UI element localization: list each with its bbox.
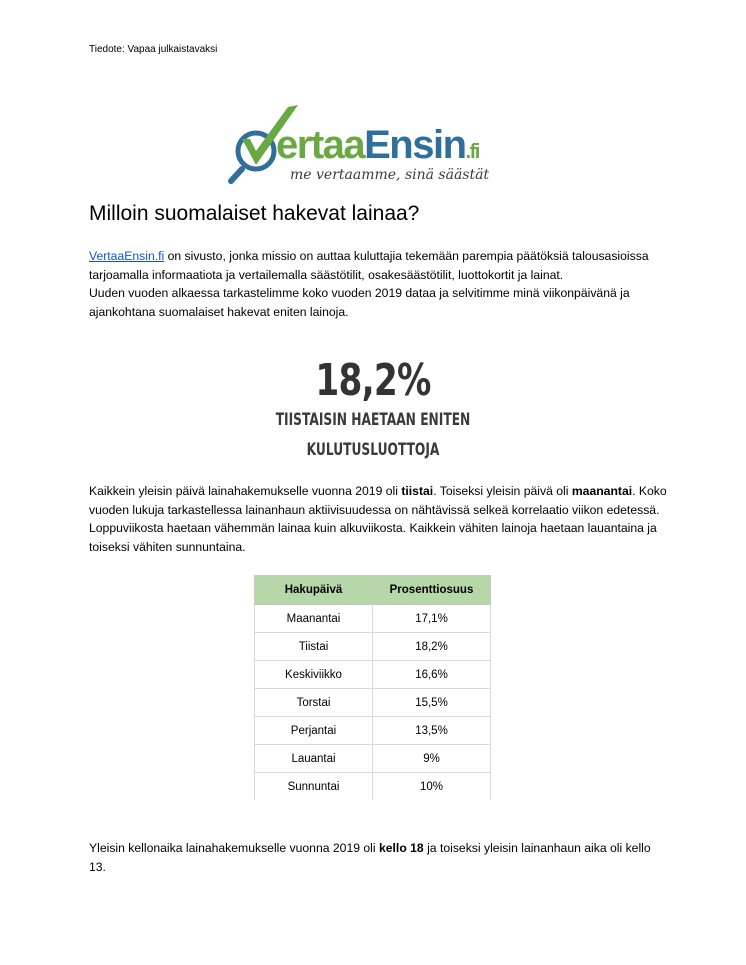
logo-graphic: [228, 103, 528, 185]
weekday-paragraph: [89, 482, 669, 556]
logo-wordmark-tld: .fi: [465, 141, 479, 163]
press-release-label: Tiedote: Vapaa julkaistavaksi: [89, 44, 218, 55]
table-cell-day: Maanantai: [255, 605, 373, 633]
intro-text-1: on sivusto, jonka missio on auttaa kuluttajia tekemään parempia päätöksiä talousasioissa tarjoamalla informaatiota ja vertailemalla säästötilit, osakesäästötilit, luottokortit ja lainat.: [89, 249, 649, 282]
svg-text:ertaaEnsin.fi: [276, 123, 480, 167]
intro-paragraph: [89, 247, 669, 321]
table-row: [255, 633, 491, 661]
page-headline: Milloin suomalaiset hakevat lainaa?: [89, 202, 420, 225]
logo-wordmark-ertaa: ertaa: [276, 123, 365, 167]
table-header-row: [255, 576, 491, 605]
weekday-bold-tuesday: tiistai: [401, 484, 434, 498]
logo-wordmark-ensin: Ensin: [364, 123, 466, 167]
weekday-text-1: Kaikkein yleisin päivä lainahakemukselle vuonna 2019 oli: [89, 484, 402, 498]
table-cell-day: Keskiviikko: [255, 661, 373, 689]
table-cell-percentage: 9%: [373, 745, 491, 773]
table-cell-day: Perjantai: [255, 717, 373, 745]
table-row: [255, 605, 491, 633]
table-row: [255, 689, 491, 717]
table-cell-day: Tiistai: [255, 633, 373, 661]
hour-text-2: ja toiseksi yleisin lainanhaun aika oli kello 13.: [89, 841, 651, 874]
table-header-day: Hakupäivä: [255, 576, 373, 605]
weekday-table: [254, 575, 491, 800]
weekday-text-2: . Toiseksi yleisin päivä oli: [433, 484, 572, 498]
highlight-caption-line-1: TIISTAISIN HAETAAN ENITEN: [275, 410, 471, 430]
table-cell-percentage: 15,5%: [373, 689, 491, 717]
highlight-caption: [104, 405, 641, 465]
vertaaensin-logo: [228, 103, 528, 185]
vertaaensin-link[interactable]: VertaaEnsin.fi: [89, 249, 165, 263]
table-cell-percentage: 10%: [373, 773, 491, 801]
table-cell-percentage: 16,6%: [373, 661, 491, 689]
table-cell-day: Torstai: [255, 689, 373, 717]
table-cell-day: Lauantai: [255, 745, 373, 773]
hour-paragraph: [89, 839, 669, 876]
table-row: [255, 717, 491, 745]
hour-text-1: Yleisin kellonaika lainahakemukselle vuonna 2019 oli: [89, 841, 379, 855]
table-row: [255, 745, 491, 773]
table-cell-percentage: 18,2%: [373, 633, 491, 661]
hour-bold-18: kello 18: [378, 841, 424, 855]
table-cell-percentage: 17,1%: [373, 605, 491, 633]
table-header-percentage: Prosenttiosuus: [373, 576, 491, 605]
highlight-caption-line-2: KULUTUSLUOTTOJA: [306, 440, 440, 460]
weekday-bold-monday: maanantai: [571, 484, 633, 498]
logo-tagline: me vertaamme, sinä säästät: [290, 167, 490, 183]
highlight-percentage: 18,2%: [315, 355, 431, 406]
weekday-text-3: . Koko vuoden lukuja tarkastellessa lainanhaun aktiivisuudessa on nähtävissä selkeä korrelaatio viikon edetessä. Loppuviikosta haetaan vähemmän lainaa kuin alkuviikosta. Kaikkein vähiten lainoja haetaan lauantaina ja toiseksi vähiten sunnuntaina.: [89, 484, 667, 554]
table-cell-day: Sunnuntai: [255, 773, 373, 801]
table-row: [255, 773, 491, 801]
table-row: [255, 661, 491, 689]
intro-text-2: Uuden vuoden alkaessa tarkastelimme koko vuoden 2019 dataa ja selvitimme minä viikonpäivänä ja ajankohtana suomalaiset hakevat eniten lainoja.: [89, 286, 630, 319]
table-cell-percentage: 13,5%: [373, 717, 491, 745]
